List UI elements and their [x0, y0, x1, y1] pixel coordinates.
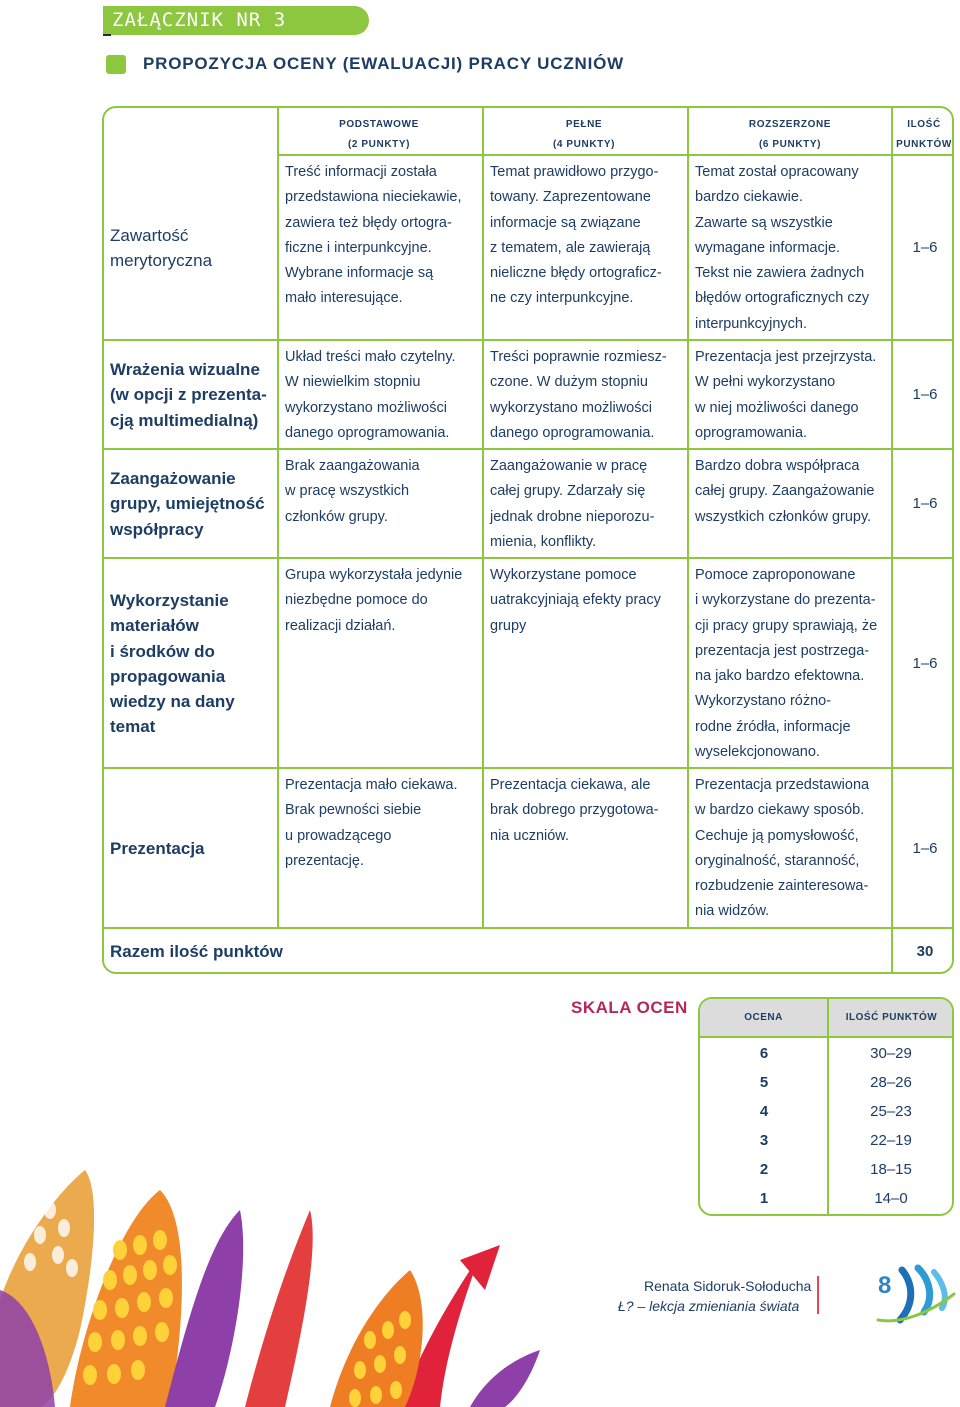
grid-line [891, 106, 893, 974]
grid-line [102, 448, 954, 450]
total-label: Razem ilość punktów [110, 942, 283, 961]
cell-points: 1–6 [912, 386, 938, 403]
criterion-content: Zawartość merytoryczna [110, 226, 213, 271]
scale-row [700, 1040, 954, 1069]
scale-grade: 2 [759, 1161, 769, 1178]
criterion-engagement: Zaangażowanie grupy, umiejętność współpracy [110, 469, 265, 539]
corn-illustration [0, 1150, 560, 1407]
cell-basic: Treść informacji została przedstawiona nieciekawie, zawiera też błędy ortogra- ficzne i interpunkcyjne. Wybrane informacje są mało interesujące. [285, 164, 462, 307]
scale-row [700, 1185, 954, 1214]
column-header-basic: PODSTAWOWE (2 PUNKTY) [339, 119, 419, 150]
grid-line [102, 927, 954, 929]
cell-extended: Temat został opracowany bardzo ciekawie. Zawarte są wszystkie wymagane informacje. Tekst nie zawiera żadnych błędów ortograficznych czy interpunkcyjnych. [695, 164, 870, 332]
scale-grade: 6 [759, 1045, 769, 1062]
scale-header-grade: OCENA [744, 1012, 783, 1023]
footer-author: Renata Sidoruk-Sołoducha [644, 1278, 812, 1294]
column-header-extended: ROZSZERZONE (6 PUNKTY) [748, 119, 832, 150]
cell-extended: Pomoce zaproponowane i wykorzystane do prezenta- cji pracy grupy sprawiają, że prezentacja jest postrzega- na jako bardzo efektowna. Wykorzystano różno- rodne źródła, informacje wyselekcjonowano. [695, 567, 878, 761]
cell-extended: Prezentacja jest przejrzysta. W pełni wykorzystano w niej możliwości danego oprogramowania. [695, 349, 877, 441]
cell-points: 1–6 [912, 655, 938, 672]
corn-leaf [245, 1210, 313, 1407]
scale-points: 14–0 [874, 1190, 908, 1207]
cell-points: 1–6 [912, 239, 938, 256]
corn-husk [470, 1350, 540, 1407]
scale-row [700, 1098, 954, 1127]
cell-basic: Prezentacja mało ciekawa. Brak pewności siebie u prowadzącego prezentację. [285, 777, 458, 869]
cell-basic: Układ treści mało czytelny. W niewielkim stopniu wykorzystano możliwości danego oprogramowania. [285, 349, 456, 441]
scale-points: 25–23 [870, 1103, 912, 1120]
appendix-label: ZAŁĄCZNIK NR 3 [112, 9, 287, 31]
cell-full: Prezentacja ciekawa, ale brak dobrego przygotowa- nia uczniów. [490, 777, 659, 844]
grid-line [277, 154, 954, 156]
tab-underline [103, 34, 111, 36]
scale-grade: 4 [759, 1103, 769, 1120]
scale-grade: 3 [759, 1132, 769, 1149]
footer-subtitle: Ł? – lekcja zmieniania świata [618, 1298, 800, 1314]
cell-basic: Brak zaangażowania w pracę wszystkich członków grupy. [285, 458, 420, 525]
cell-extended: Bardzo dobra współpraca całej grupy. Zaangażowanie wszystkich członków grupy. [695, 458, 875, 525]
grid-line [482, 106, 484, 927]
page-title: PROPOZYCJA OCENY (EWALUACJI) PRACY UCZNIÓW [143, 54, 624, 73]
scale-header-points: ILOŚĆ PUNKTÓW [845, 1012, 938, 1023]
scale-points: 22–19 [870, 1132, 912, 1149]
bullet-square-icon [106, 55, 126, 74]
grid-line [277, 106, 279, 927]
criterion-presentation: Prezentacja [110, 839, 205, 858]
grading-scale-title: SKALA OCEN [571, 998, 688, 1017]
cell-points: 1–6 [912, 840, 938, 857]
scale-points: 30–29 [870, 1045, 912, 1062]
total-value: 30 [916, 943, 934, 960]
corn-cob-right [330, 1270, 423, 1407]
scale-row [700, 1069, 954, 1098]
cell-points: 1–6 [912, 495, 938, 512]
grid-line [700, 1036, 954, 1038]
scale-points: 18–15 [870, 1161, 912, 1178]
cell-full: Wykorzystane pomoce uatrakcyjniają efekty pracy grupy [490, 567, 661, 634]
grid-line [102, 767, 954, 769]
scale-row [700, 1156, 954, 1185]
grid-line [102, 339, 954, 341]
criterion-visual: Wrażenia wizualne (w opcji z prezenta- cją multimedialną) [110, 360, 267, 430]
cell-extended: Prezentacja przedstawiona w bardzo ciekawy sposób. Cechuje ją pomysłowość, oryginalność, staranność, rozbudzenie zainteresowa- nia widzów. [695, 777, 870, 920]
scale-grade: 5 [759, 1074, 769, 1091]
footer-divider [817, 1276, 819, 1314]
cell-full: Temat prawidłowo przygo- towany. Zaprezentowane informacje są związane z tematem, ale zawierają nieliczne błędy ortograficz- ne czy interpunkcyjne. [490, 164, 662, 307]
cell-full: Zaangażowanie w pracę całej grupy. Zdarzały się jednak drobne nieporozu- mienia, konflikty. [490, 458, 655, 550]
scale-row [700, 1127, 954, 1156]
logo-swoosh-icon [872, 1262, 960, 1328]
grid-line [102, 557, 954, 559]
scale-grade: 1 [759, 1190, 769, 1207]
page-number: 8 [878, 1272, 892, 1299]
column-header-full: PEŁNE (4 PUNKTY) [552, 119, 616, 150]
criterion-materials: Wykorzystanie materiałów i środków do propagowania wiedzy na dany temat [110, 591, 235, 737]
grading-scale-table [698, 997, 954, 1216]
scale-points: 28–26 [870, 1074, 912, 1091]
cell-basic: Grupa wykorzystała jedynie niezbędne pomoce do realizacji działań. [285, 567, 463, 634]
cell-full: Treści poprawnie rozmiesz- czone. W dużym stopniu wykorzystano możliwości danego oprogramowania. [490, 349, 667, 441]
column-header-points: ILOŚĆ PUNKTÓW [896, 119, 952, 150]
grid-line [687, 106, 689, 927]
